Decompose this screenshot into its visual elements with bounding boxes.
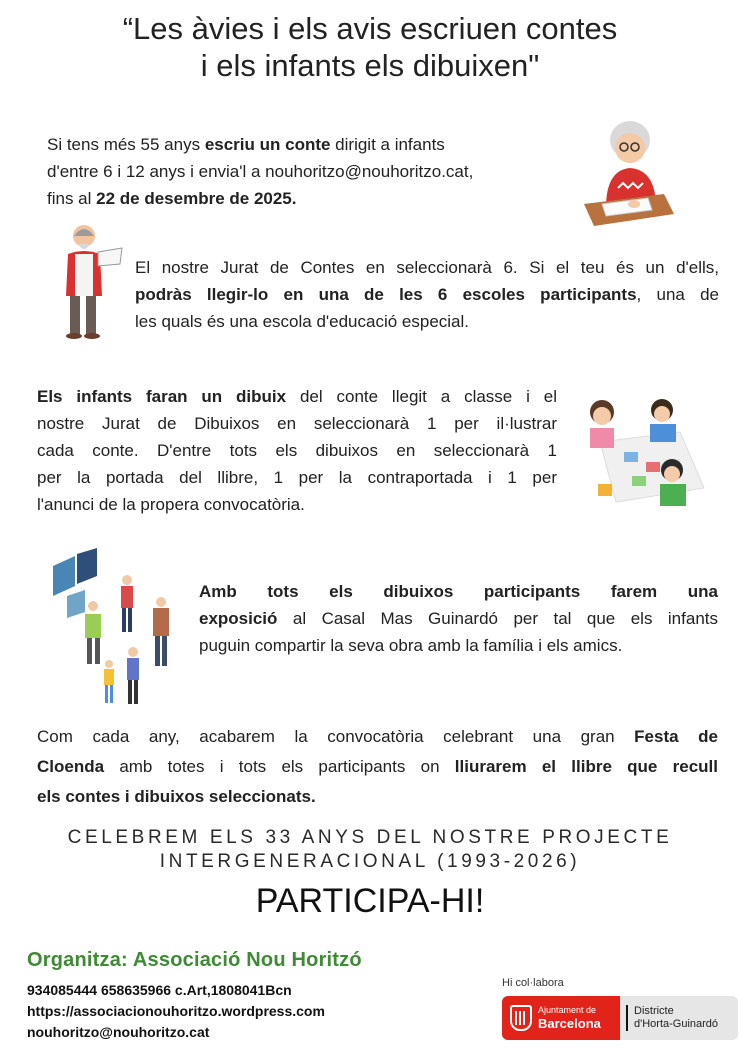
collaboration-label: Hi col·labora xyxy=(502,977,564,989)
title-line-1: “Les àvies i els avis escriuen contes xyxy=(122,11,618,46)
anniversary-banner: CELEBREM ELS 33 ANYS DEL NOSTRE PROJECTE INTERGENERACIONAL (1993-2026) xyxy=(67,827,673,872)
page-title xyxy=(30,10,710,84)
closing-paragraph: Com cada any, acabarem la convocatòria celebrant una gran Festa de Cloenda amb totes i tots els participants on lliurarem el llibre que recull els contes i dibuixos seleccionats. xyxy=(37,727,718,806)
organizer-website-link[interactable]: https://associacionouhoritzo.wordpress.com xyxy=(27,1003,325,1019)
read-in-schools-highlight: podràs llegir-lo en una de les 6 escoles participants xyxy=(135,285,637,304)
children-drawing-icon xyxy=(580,392,708,512)
grandfather-writing-icon xyxy=(578,118,678,230)
children-drawing-highlight: Els infants faran un dibuix xyxy=(37,387,287,406)
drawing-paragraph: Els infants faran un dibuix del conte llegit a classe i el nostre Jurat de Dibuixos en seleccionarà 1 per il·lustrar cada conte. D'entre tots els dibuixos en seleccionarà 1 per la portada del llibre, 1 per la contraportada i 1 per l'anunci de la propera convocatòria. xyxy=(37,387,557,514)
exhibition-paragraph: Amb tots els dibuixos participants farem una exposició al Casal Mas Guinardó per tal que els infants puguin compartir la seva obra amb la família i els amics. xyxy=(199,582,718,655)
barcelona-shield-icon xyxy=(510,1005,532,1031)
write-story-highlight: escriu un conte xyxy=(204,135,331,154)
jury-paragraph: El nostre Jurat de Contes en seleccionarà 6. Si el teu és un d'ells, podràs llegir-lo en una de les 6 escoles participants, una de les quals és una escola d'educació especial. xyxy=(135,258,719,331)
title-line-2: i els infants els dibuixen" xyxy=(200,48,540,83)
call-paragraph: Si tens més 55 anys escriu un conte dirigit a infants d'entre 6 i 12 anys i envia'l a nouhoritzo@nouhoritzo.cat, fins al 22 de desembre de 2025. xyxy=(47,135,474,208)
barcelona-district-logo: Ajuntament de Barcelona Districte d'Horta-Guinardó xyxy=(502,996,738,1040)
book-delivery-highlight: lliurarem el llibre que recull xyxy=(454,757,718,776)
grandfather-reading-icon xyxy=(48,222,124,342)
closing-party-highlight: Festa de xyxy=(634,727,718,746)
exhibition-highlight: exposició xyxy=(199,609,278,628)
organizer-email-link[interactable]: nouhoritzo@nouhoritzo.cat xyxy=(27,1024,210,1040)
exhibition-visitors-icon xyxy=(45,546,180,710)
organizer-title: Organitza: Associació Nou Horitzó xyxy=(27,949,362,971)
organizer-phones: 934085444 658635966 c.Art,1808041Bcn xyxy=(27,982,292,998)
deadline-highlight: 22 de desembre de 2025. xyxy=(96,189,297,208)
call-to-action: PARTICIPA-HI! xyxy=(255,882,485,920)
